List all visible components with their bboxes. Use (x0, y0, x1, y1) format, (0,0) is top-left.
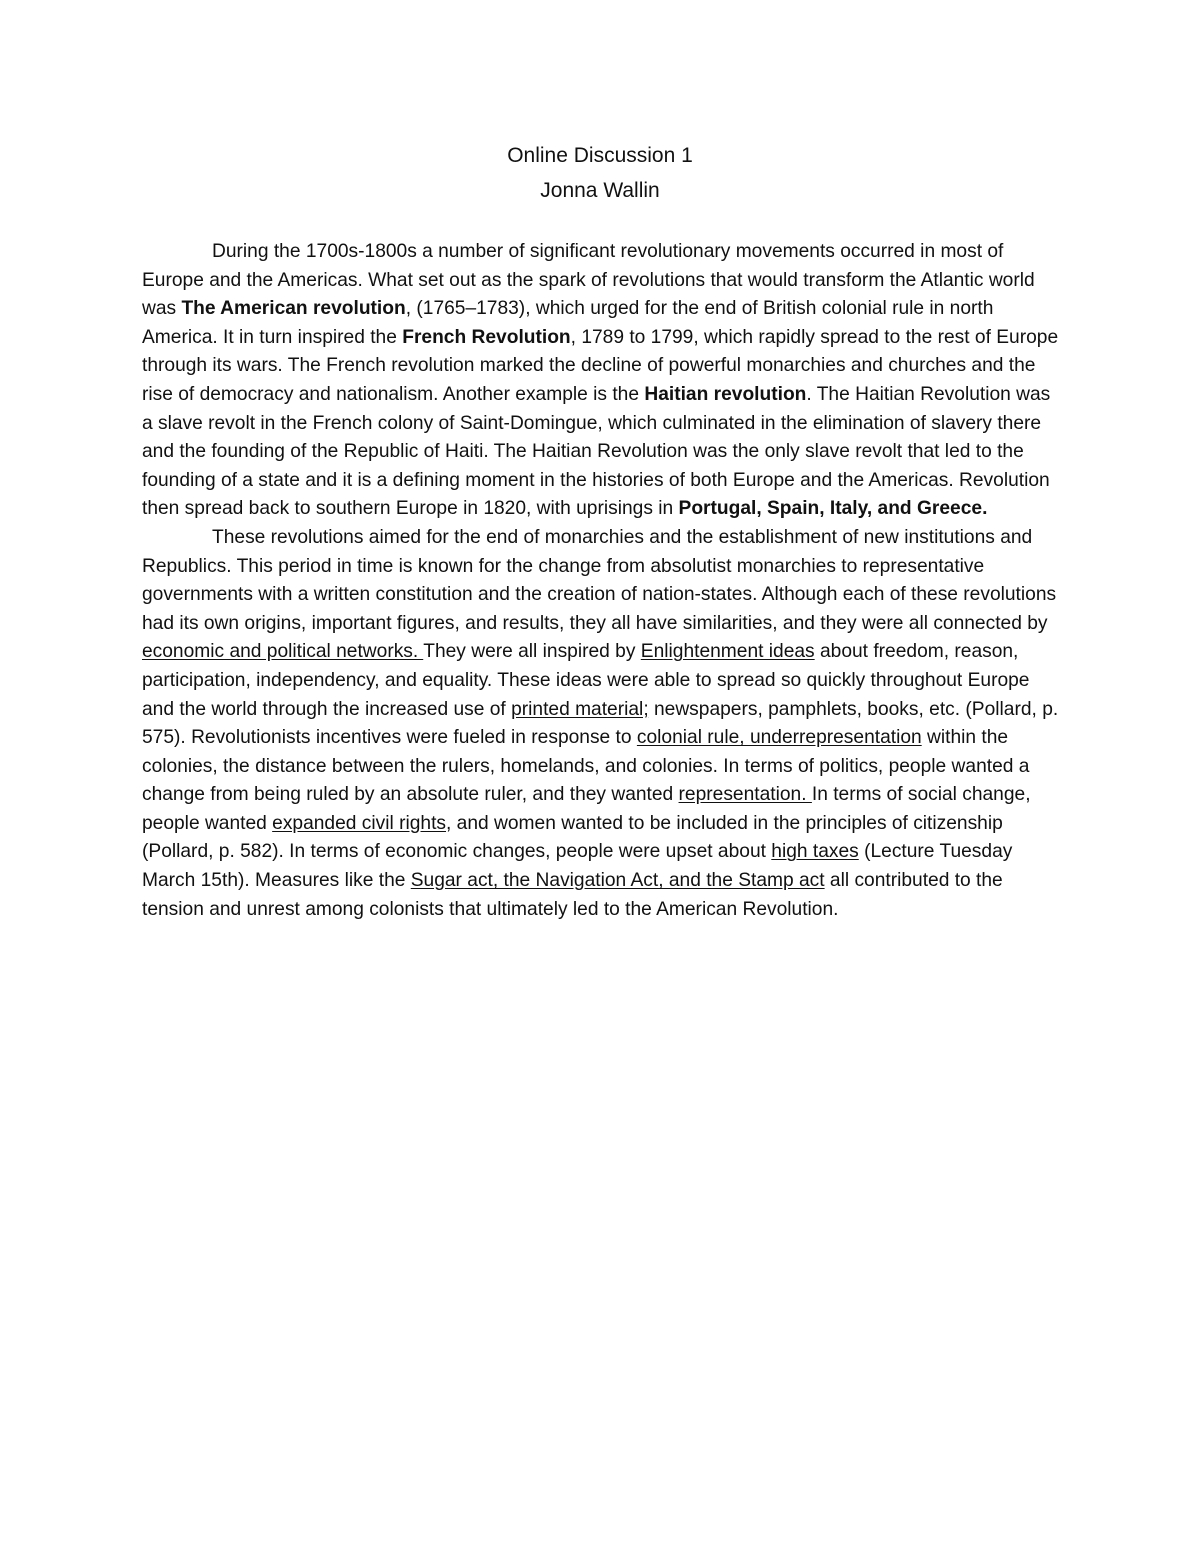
paragraph-2-text-9: all contributed to the tension and unrest among colonists that ultimately led to the American Revolution. (142, 870, 1003, 920)
paragraph-1-text-4: . The Haitian Revolution was a slave revolt in the French colony of Saint-Domingue, which culminated in the elimination of slavery there and the founding of the Republic of Haiti. The Haitian Revolution was the only slave revolt that led to the founding of a state and it is a defining moment in the histories of both Europe and the Americas. Revolution then spread back to southern Europe in 1820, with uprisings in (142, 383, 1051, 520)
underline-economic-networks: economic and political networks. (142, 641, 424, 663)
underline-enlightenment-ideas: Enlightenment ideas (640, 641, 815, 663)
document-author: Jonna Wallin (540, 179, 660, 202)
paragraph-2-text-6: In terms of social change, people wanted (142, 784, 1031, 834)
bold-haitian-revolution: Haitian revolution (644, 383, 807, 405)
underline-representation: representation. (678, 784, 812, 806)
paragraph-2-text-5: within the colonies, the distance between the rulers, homelands, and colonies. In terms of politics, people wanted a change from being ruled by an absolute ruler, and they wanted (142, 727, 1030, 806)
paragraph-2-text-4: newspapers, pamphlets, books, etc. (Pollard, p. 575). Revolutionists incentives were fueled in response to (142, 698, 1059, 749)
bold-french-revolution: French Revolution (402, 326, 571, 348)
paragraph-1-text-3: , 1789 to 1799, which rapidly spread to the rest of Europe through its wars. The French revolution marked the decline of powerful monarchies and churches and the rise of democracy and nationalism. Another example is the (142, 326, 1059, 405)
document-title: Online Discussion 1 (507, 144, 693, 167)
paragraph-2-text-7: , and women wanted to be included in the principles of citizenship (Pollard, p. 582). In terms of economic changes, people were upset about (142, 812, 1003, 863)
bold-southern-europe-countries: Portugal, Spain, Italy, and Greece. (678, 498, 988, 520)
paragraph-2 (142, 524, 1062, 924)
bold-american-revolution: The American revolution (181, 298, 406, 320)
paragraph-2-text-1: These revolutions aimed for the end of monarchies and the establishment of new institutions and Republics. This period in time is known for the change from absolutist monarchies to representative governments with a written constitution and the creation of nation-states. Although each of these revolutions had its own origins, important figures, and results, they all have similarities, and they were all connected by (142, 526, 1057, 634)
paragraph-2-text-8: (Lecture Tuesday March 15th). Measures like the (142, 841, 1013, 892)
paragraph-2-text-2: They were all inspired by (423, 641, 641, 663)
paragraph-1-text-2: , (1765–1783), which urged for the end of British colonial rule in north America. It in turn inspired the (142, 298, 994, 348)
underline-high-taxes: high taxes (771, 841, 859, 863)
underline-colonial-rule: colonial rule, underrepresentation (636, 727, 922, 749)
paragraph-2-text-3: about freedom, reason, participation, independency, and equality. These ideas were able to spread so quickly throughout Europe and the world through the increased use of (142, 641, 1030, 720)
document-body (142, 238, 1062, 924)
paragraph-1 (142, 238, 1062, 524)
underline-printed-material: printed material; (511, 698, 649, 720)
paragraph-1-text-1: During the 1700s-1800s a number of significant revolutionary movements occurred in most of Europe and the Americas. What set out as the spark of revolutions that would transform the Atlantic world was (142, 241, 1035, 320)
underline-acts: Sugar act, the Navigation Act, and the Stamp act (410, 870, 825, 892)
underline-civil-rights: expanded civil rights (272, 812, 447, 834)
